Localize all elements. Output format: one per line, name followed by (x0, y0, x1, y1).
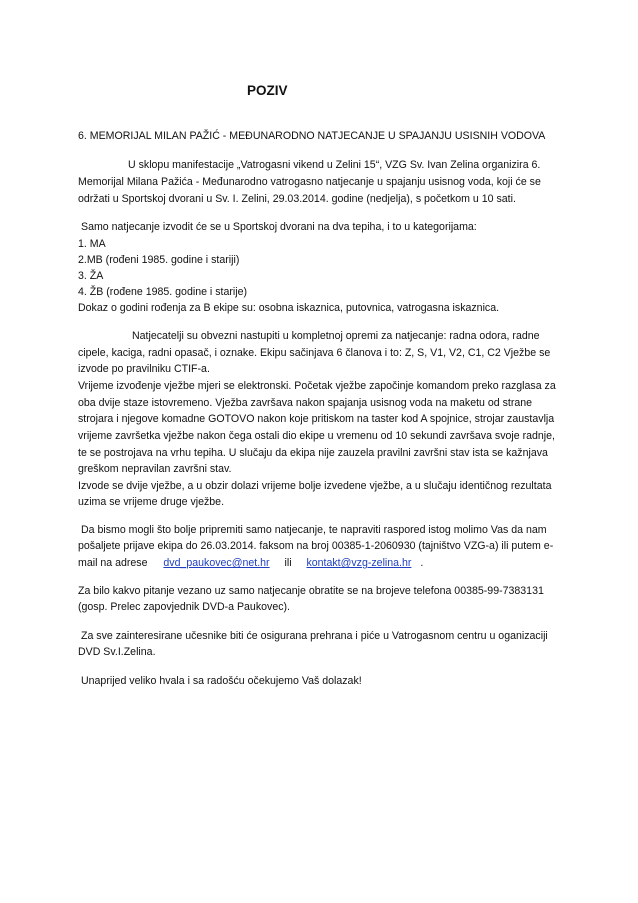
paragraph-line: održati u Sportskoj dvorani u Sv. I. Zelini, 29.03.2014. godine (nedjelja), s početkom u 10 sati. (78, 193, 516, 205)
email-link-vzg[interactable]: kontakt@vzg-zelina.hr (306, 557, 412, 569)
paragraph-line: Memorijal Milana Pažića - Međunarodno vatrogasno natjecanje u spajanju usisnog voda, koji će se (78, 176, 541, 188)
closing-line: Unaprijed veliko hvala i sa radošću očekujemo Vaš dolazak! (81, 675, 362, 687)
paragraph-line: te se postrojava na vrhu tepiha. U slučaju da ekipa nije zauzela pravilni završni stav ista se kažnjava (78, 447, 548, 459)
paragraph-line: Samo natjecanje izvodit će se u Sportskoj dvorani na dva tepiha, i to u kategorijama: (81, 221, 477, 233)
paragraph-line: vrijeme završetka vježbe nakon čega ostali dio ekipe u vremenu od 10 sekundi završava svoje radnje, (78, 430, 555, 442)
category-item: 4. ŽB (rođene 1985. godine i starije) (78, 286, 248, 298)
category-item: 2.MB (rođeni 1985. godine i stariji) (78, 254, 240, 266)
email-line (78, 557, 423, 570)
paragraph-line: Za bilo kakvo pitanje vezano uz samo natjecanje obratite se na brojeve telefona 00385-99-7383131 (78, 585, 544, 597)
paragraph-line: oba dvije staze istovremeno. Vježba završava nakon spajanja usisnog voda na maketu od strane (78, 397, 533, 409)
email-prefix: mail na adrese (78, 557, 148, 569)
paragraph-line: strojara i njegove komadne GOTOVO nakon koje pritiskom na taster kod A spojnice, strojar zaustavlja (78, 413, 555, 425)
paragraph-line: Da bismo mogli što bolje pripremiti samo natjecanje, te napraviti raspored istog molimo Vas da nam (81, 524, 547, 536)
paragraph-line: Za sve zainteresirane učesnike biti će osigurana prehrana i piće u Vatrogasnom centru u oganizaciji (81, 630, 548, 642)
email-suffix: . (420, 557, 424, 569)
paragraph-line: DVD Sv.I.Zelina. (78, 646, 156, 658)
category-item: 1. MA (78, 238, 106, 250)
paragraph-line: Vrijeme izvođenje vježbe mjeri se elektronski. Početak vježbe započinje komandom preko razglasa za (78, 380, 556, 392)
paragraph-line: Dokaz o godini rođenja za B ekipe su: osobna iskaznica, putovnica, vatrogasna iskaznica. (78, 302, 500, 314)
paragraph-line: (gosp. Prelec zapovjednik DVD-a Paukovec). (78, 601, 290, 613)
paragraph-line: Izvode se dvije vježbe, a u obzir dolazi vrijeme bolje izvedene vježbe, a u slučaju identičnog rezultata (78, 480, 552, 492)
category-item: 3. ŽA (78, 270, 104, 282)
email-separator: ili (284, 557, 292, 569)
paragraph-line: izvode po pravilniku CTIF-a. (78, 363, 210, 375)
document-title: POZIV (247, 83, 288, 98)
paragraph-line: Natjecatelji su obvezni nastupiti u kompletnoj opremi za natjecanje: radna odora, radne (132, 330, 540, 342)
paragraph-line: U sklopu manifestacije „Vatrogasni vikend u Zelini 15“, VZG Sv. Ivan Zelina organizira 6. (128, 159, 541, 171)
paragraph-line: cipele, kaciga, radni opasač, i oznake. Ekipu sačinjava 6 članova i to: Z, S, V1, V2, C1, C2 Vježbe se (78, 347, 551, 359)
paragraph-line: uzima se vrijeme druge vježbe. (78, 496, 225, 508)
document-heading: 6. MEMORIJAL MILAN PAŽIĆ - MEĐUNARODNO NATJECANJE U SPAJANJU USISNIH VODOVA (78, 130, 546, 142)
paragraph-line: greškom nepravilan završni stav. (78, 463, 232, 475)
paragraph-line: pošaljete prijave ekipa do 26.03.2014. faksom na broj 00385-1-2060930 (tajništvo VZG-a) ili putem e- (78, 540, 554, 552)
email-link-paukovec[interactable]: dvd_paukovec@net.hr (163, 557, 270, 569)
